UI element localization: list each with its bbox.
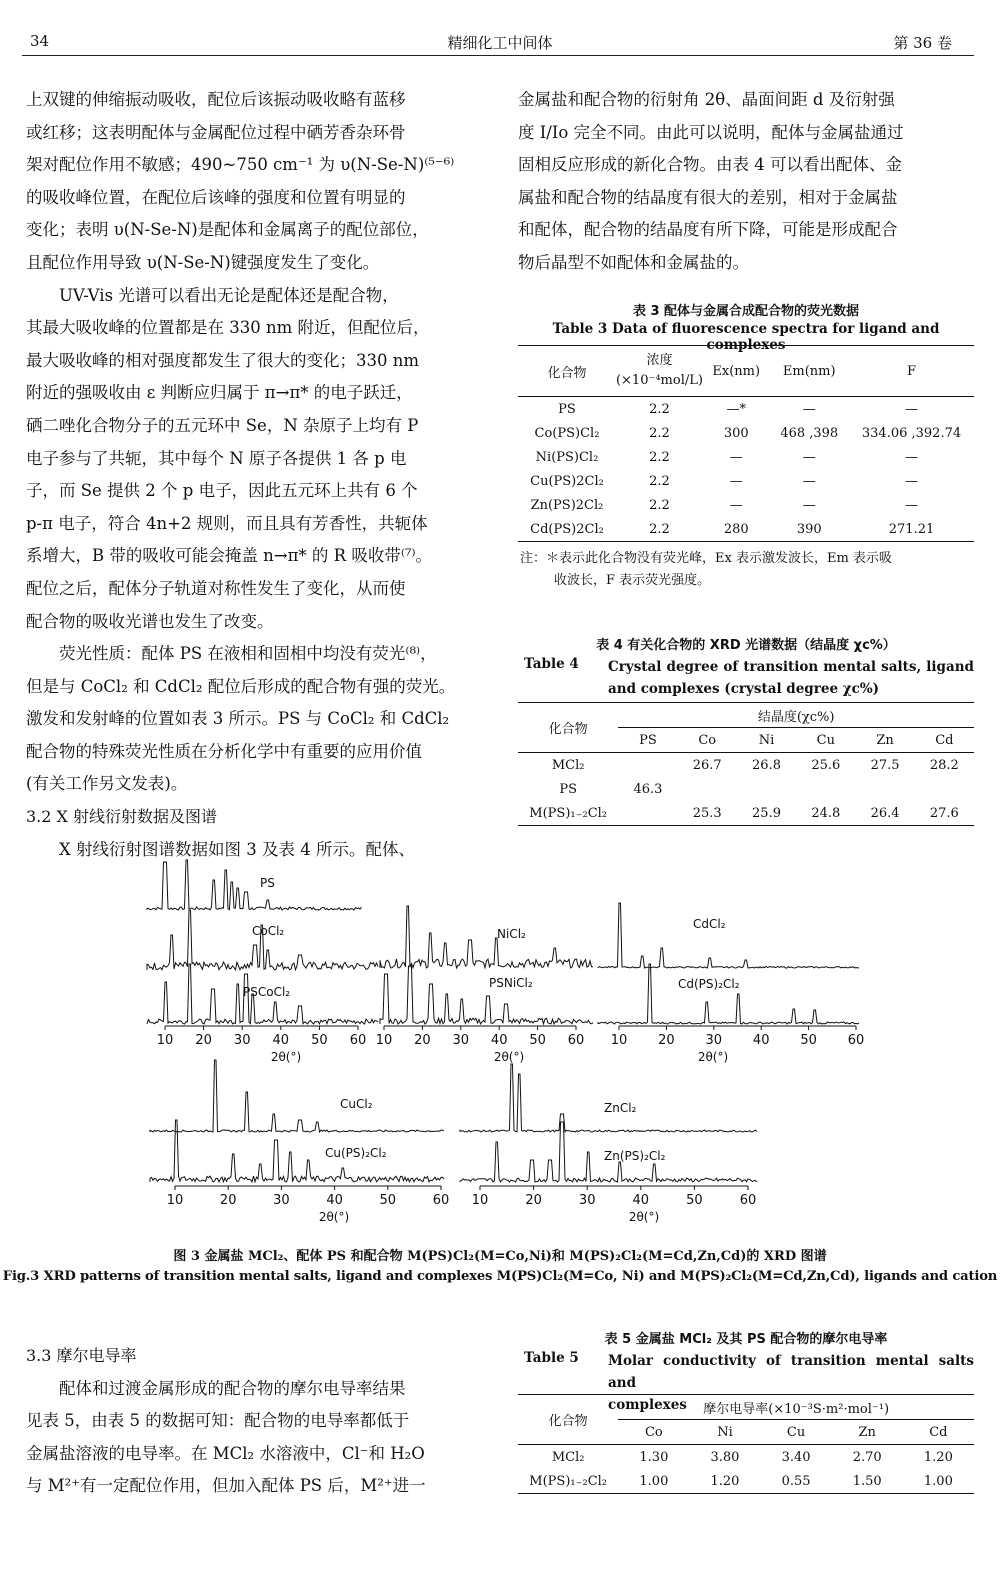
figure3-caption-en: Fig.3 XRD patterns of transition mental salts, ligand and complexes M(PS)Cl₂(M=Co, Ni) and M(PS)₂Cl₂(M=Cd,Zn,Cd), ligands and cation	[2, 1269, 998, 1284]
table-row: Co(PS)Cl₂ 2.2 300 468 ,398 334.06 ,392.74	[534, 425, 962, 441]
text-line: 且配位作用导致 υ(N-Se-N)键强度发生了变化。	[26, 252, 380, 272]
tick-label: 10	[375, 1033, 393, 1048]
label-cups2cl2: Cu(PS)₂Cl₂	[325, 1146, 387, 1160]
table-row: PS 2.2 —* — —	[558, 401, 918, 417]
label-zncl2: ZnCl₂	[604, 1101, 637, 1115]
text-line: 固相反应形成的新化合物。由表 4 可以看出配体、金	[518, 155, 902, 175]
tick-label: 30	[452, 1033, 470, 1048]
label-cdps2cl2: Cd(PS)₂Cl₂	[678, 977, 740, 991]
table-header: Cd	[915, 728, 974, 753]
text-line: (有关工作另文发表)。	[26, 774, 188, 794]
label-psnicl2: PSNiCl₂	[489, 976, 533, 990]
text-line: 配合物的特殊荧光性质在分析化学中有重要的应用价值	[26, 741, 422, 761]
table-header: Cu	[761, 1420, 832, 1445]
trace-ps	[147, 860, 362, 910]
table-row: MCl₂ 1.30 3.80 3.40 2.70 1.20	[551, 1449, 953, 1465]
text-line: p-π 电子，符合 4n+2 规则，而且具有芳香性，共轭体	[26, 513, 428, 533]
axis-cd-xlabel: 2θ(°)	[697, 1050, 729, 1064]
table-row: M(PS)₁₋₂Cl₂ 1.00 1.20 0.55 1.50 1.00	[518, 1469, 974, 1494]
table3-caption-cn: 表 3 配体与金属合成配合物的荧光数据	[632, 304, 860, 319]
label-pscocl2: PSCoCl₂	[243, 985, 291, 999]
tick-label: 40	[326, 1193, 343, 1208]
tick-label: 40	[490, 1033, 508, 1048]
tick-label: 40	[752, 1033, 770, 1048]
text-line: 硒二唑化合物分子的五元环中 Se，N 杂原子上均有 P	[26, 415, 419, 435]
table-header: Ex(nm)	[703, 346, 770, 397]
tick-label: 50	[311, 1033, 328, 1048]
tick-label: 30	[578, 1193, 596, 1208]
tick-label: 40	[632, 1193, 650, 1208]
table5	[518, 1394, 974, 1494]
table-header: 化合物	[518, 346, 616, 397]
table-header: Cd	[903, 1420, 974, 1445]
text-line: 与 M²⁺有一定配位作用，但加入配体 PS 后，M²⁺进一	[26, 1476, 426, 1496]
tick-label: 60	[847, 1033, 865, 1048]
text-line: 的吸收峰位置，在配位后该峰的强度和位置有明显的	[26, 187, 406, 207]
tick-label: 10	[166, 1193, 184, 1208]
text-line: 电子参与了共轭，其中每个 N 原子各提供 1 各 p 电	[26, 448, 407, 468]
table-header: PS	[618, 728, 677, 753]
table4-label: Table 4	[524, 656, 579, 672]
tick-label: 50	[800, 1033, 817, 1048]
table5-label: Table 5	[524, 1350, 579, 1366]
text-line: 最大吸收峰的相对强度都发生了很大的变化；330 nm	[26, 350, 420, 370]
text-line: UV-Vis 光谱可以看出无论是配体还是配合物，	[59, 285, 399, 305]
tick-label: 20	[219, 1193, 237, 1208]
table4-caption-cn: 表 4 有关化合物的 XRD 光谱数据（结晶度 χc%）	[596, 638, 896, 653]
tick-label: 40	[272, 1033, 290, 1048]
table-header: Ni	[737, 728, 796, 753]
label-znps2cl2: Zn(PS)₂Cl₂	[604, 1149, 666, 1163]
trace-cucl2	[150, 1060, 444, 1132]
text-line: 但是与 CoCl₂ 和 CdCl₂ 配位后形成的配合物有强的荧光。	[26, 676, 456, 696]
table-header: F	[849, 346, 974, 397]
text-line: 系增大，B 带的吸收可能会掩盖 n→π* 的 R 吸收带⁽⁷⁾。	[26, 546, 433, 566]
table-row: Cd(PS)2Cl₂ 2.2 280 390 271.21	[518, 517, 974, 542]
trace-cdcl2	[598, 903, 859, 968]
tick-label: 60	[349, 1033, 367, 1048]
xrd-traces	[147, 860, 859, 1182]
tick-label: 30	[705, 1033, 723, 1048]
left-column	[26, 84, 488, 866]
section-heading-3-2: 3.2 X 射线衍射数据及图谱	[26, 807, 218, 827]
axis-ni-xlabel: 2θ(°)	[493, 1050, 525, 1064]
text-line: 配位之后，配体分子轨道对称性发生了变化，从而使	[26, 578, 406, 598]
tick-label: 20	[658, 1033, 675, 1048]
label-ps: PS	[260, 876, 275, 890]
text-line: X 射线衍射图谱数据如图 3 及表 4 所示。配体、	[59, 839, 415, 859]
page-number: 34	[30, 32, 50, 50]
table3-note: 注：＊表示此化合物没有荧光峰，Ex 表示激发波长，Em 表示吸 收波长，F 表示荧光强度。	[520, 551, 892, 588]
table-row: M(PS)₁₋₂Cl₂ 25.3 25.9 24.8 26.4 27.6	[518, 801, 974, 826]
tick-label: 50	[686, 1193, 703, 1208]
tick-label: 60	[567, 1033, 585, 1048]
tick-label: 30	[233, 1033, 251, 1048]
section-heading-3-3: 3.3 摩尔电导率	[26, 1346, 137, 1365]
table-row: Zn(PS)2Cl₂ 2.2 — — —	[530, 497, 918, 513]
label-cocl2: CoCl₂	[252, 924, 285, 938]
text-line: 金属盐溶液的电导率。在 MCl₂ 水溶液中，Cl⁻和 H₂O	[26, 1443, 425, 1463]
label-cdcl2: CdCl₂	[693, 917, 726, 931]
xrd-axes	[157, 1026, 865, 1224]
text-line: 荧光性质：配体 PS 在液相和固相中均没有荧光⁽⁸⁾，	[59, 644, 437, 664]
table-header: 浓度 (×10⁻⁴mol/L)	[616, 346, 703, 397]
table-row: Ni(PS)Cl₂ 2.2 — — —	[535, 449, 918, 465]
tick-label: 30	[273, 1193, 290, 1208]
section-3-3	[26, 1340, 488, 1503]
text-line: 和配体，配合物的结晶度有所下降，可能是形成配合	[518, 220, 898, 240]
table4	[518, 702, 974, 826]
trace-cdps2cl2	[598, 964, 859, 1024]
label-cucl2: CuCl₂	[340, 1097, 373, 1111]
tick-label: 50	[379, 1193, 397, 1208]
tick-label: 10	[156, 1033, 174, 1048]
table-row: Cu(PS)2Cl₂ 2.2 — — —	[530, 473, 918, 489]
trace-cocl2	[147, 910, 378, 970]
tick-label: 60	[432, 1193, 450, 1208]
tick-label: 10	[610, 1033, 628, 1048]
tick-label: 20	[414, 1033, 431, 1048]
axis-cu-xlabel: 2θ(°)	[318, 1210, 350, 1224]
table5-caption-cn: 表 5 金属盐 MCl₂ 及其 PS 配合物的摩尔电导率	[604, 1332, 888, 1347]
trace-zncl2	[460, 1064, 757, 1132]
tick-label: 20	[525, 1193, 542, 1208]
figure3-caption-cn: 图 3 金属盐 MCl₂、配体 PS 和配合物 M(PS)Cl₂(M=Co,Ni)和 M(PS)₂Cl₂(M=Cd,Zn,Cd)的 XRD 图谱	[173, 1249, 827, 1264]
table-header: Ni	[689, 1420, 760, 1445]
table-header: 结晶度(χc%)	[618, 703, 974, 728]
header-rule	[22, 55, 974, 56]
table3-caption-en: Table 3 Data of fluorescence spectra for ligand and complexes	[552, 321, 940, 353]
tick-label: 10	[471, 1193, 489, 1208]
trace-nicl2	[380, 906, 593, 968]
table-header: 化合物	[518, 1395, 618, 1445]
text-line: 配体和过渡金属形成的配合物的摩尔电导率结果	[59, 1378, 406, 1398]
table-header: Zn	[855, 728, 914, 753]
table-header: Zn	[832, 1420, 903, 1445]
axis-zn-xlabel: 2θ(°)	[628, 1210, 660, 1224]
text-line: 激发和发射峰的位置如表 3 所示。PS 与 CoCl₂ 和 CdCl₂	[26, 709, 450, 729]
tick-label: 20	[195, 1033, 212, 1048]
right-column	[518, 84, 974, 280]
text-line: 见表 5，由表 5 的数据可知：配合物的电导率都低于	[26, 1411, 410, 1431]
text-line: 子，而 Se 提供 2 个 p 电子，因此五元环上共有 6 个	[26, 481, 418, 501]
text-line: 物后晶型不如配体和金属盐的。	[518, 252, 749, 272]
table-header: Co	[678, 728, 737, 753]
text-line: 配合物的吸收光谱也发生了改变。	[26, 611, 274, 631]
figure3-xrd	[0, 840, 1000, 1240]
journal-title: 精细化工中间体	[447, 34, 553, 52]
table5-caption-en: Molar conductivity of transition mental salts and complexes	[608, 1353, 974, 1413]
tick-label: 60	[739, 1193, 757, 1208]
table-header: Cu	[796, 728, 855, 753]
tick-label: 50	[529, 1033, 546, 1048]
text-line: 金属盐和配合物的衍射角 2θ、晶面间距 d 及衍射强	[518, 90, 895, 109]
text-line: 或红移；这表明配体与金属配位过程中硒芳香杂环骨	[26, 122, 406, 142]
text-line: 附近的强吸收由 ε 判断应归属于 π→π* 的电子跃迁，	[26, 383, 413, 403]
table4-caption-en: Crystal degree of transition mental salts, ligand and complexes (crystal degree χc%)	[608, 659, 974, 697]
text-line: 架对配位作用不敏感；490~750 cm⁻¹ 为 υ(N-Se-N)⁽⁵⁻⁶⁾	[26, 155, 455, 175]
table-header: Em(nm)	[770, 346, 849, 397]
text-line: 上双键的伸缩振动吸收，配位后该振动吸收略有蓝移	[26, 90, 406, 109]
table-header: Co	[618, 1420, 689, 1445]
volume-label: 第 36 卷	[893, 34, 952, 52]
table3	[518, 345, 974, 542]
text-line: 属盐和配合物的结晶度有很大的差别，相对于金属盐	[518, 187, 898, 207]
text-line: 度 I/Io 完全不同。由此可以说明，配体与金属盐通过	[518, 122, 904, 142]
table-row: MCl₂ 26.7 26.8 25.6 27.5 28.2	[551, 757, 959, 773]
label-nicl2: NiCl₂	[497, 927, 526, 941]
trace-psnicl2	[380, 966, 593, 1024]
table-header: 摩尔电导率(×10⁻³S·m²·mol⁻¹)	[618, 1395, 974, 1420]
axis-co-xlabel: 2θ(°)	[270, 1050, 302, 1064]
table-row: PS 46.3	[559, 781, 663, 797]
text-line: 变化；表明 υ(N-Se-N)是配体和金属离子的配位部位，	[26, 220, 429, 240]
table-header: 化合物	[518, 703, 618, 753]
text-line: 其最大吸收峰的位置都是在 330 nm 附近，但配位后，	[26, 318, 430, 338]
